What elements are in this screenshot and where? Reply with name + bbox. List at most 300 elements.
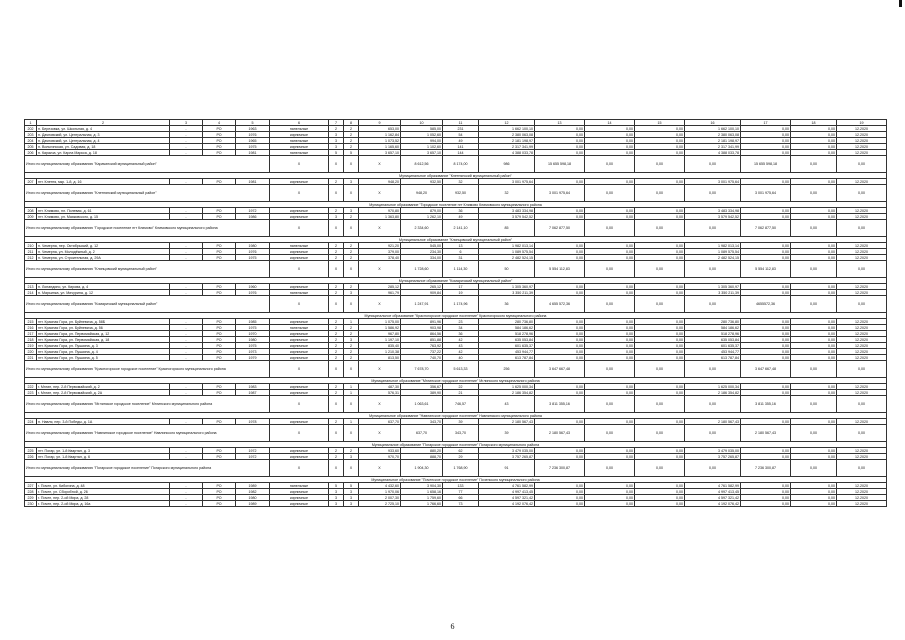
subtotal-cell: X [329,425,344,442]
table-cell: 970,70 [359,454,401,460]
column-number-cell: 3 [170,120,203,126]
column-number-cell: 5 [236,120,270,126]
table-cell: 2 [344,138,359,144]
table-cell: 2 [344,448,359,454]
subtotal-cell: 50 [479,261,535,278]
subtotal-label: Итого по муниципальному образованию "Клинцовский муниципальный район" [25,261,270,278]
table-cell: 215 [25,319,37,325]
table-cell: 40 [443,355,479,361]
table-cell: 0,00 [791,325,837,331]
table-cell: 1979 [236,355,270,361]
table-cell: 0,00 [741,448,791,454]
table-cell: 36 [443,331,479,337]
table-cell: 1975 [236,255,270,261]
table-cell: 12.2020 [837,390,887,396]
table-cell: 204 [25,138,37,144]
table-cell: 3 483 334,98 [479,208,535,214]
table-cell: 0,00 [741,255,791,261]
subtotal-label: Итого по муниципальному образованию "Красногорское городское поселение" Красногорского муниципального района [25,361,270,378]
table-cell: 1975 [236,343,270,349]
subtotal-cell: 7 062 877,50 [535,220,585,237]
table-cell: 3 479 035,00 [479,448,535,454]
table-cell: 2 482 524,15 [685,255,741,261]
subtotal-cell: 746,57 [443,396,479,413]
column-number-cell: 15 [635,120,685,126]
table-cell: 3 [344,501,359,507]
subtotal-cell: X [359,261,401,278]
table-cell: 43 [443,343,479,349]
table-cell: 205 [25,144,37,150]
table-cell: 0,00 [791,501,837,507]
table-cell: 0,00 [791,144,837,150]
table-cell: 2 [329,284,344,290]
table-cell: 0,00 [585,214,635,220]
table-cell: 0,00 [635,390,685,396]
table-cell: кирпичные [270,448,329,454]
subtotal-cell: 0,00 [585,296,635,313]
table-cell: 0,00 [635,349,685,355]
table-cell: 2 [344,249,359,255]
column-number-cell: 10 [401,120,443,126]
table-cell: 1 262,10 [401,214,443,220]
table-cell: 0,00 [585,489,635,495]
table-cell: 12.2020 [837,419,887,425]
table-cell: 3 657,10 [401,150,443,156]
table-cell: 2 [344,132,359,138]
table-cell: 0,00 [791,126,837,132]
table-cell: 1965 [236,138,270,144]
subtotal-cell: X [329,261,344,278]
table-cell: - [170,419,203,425]
table-cell: 961,79 [359,290,401,296]
table-cell: п. Дачновский, ул. Центральная, д. 3 [37,132,170,138]
subtotal-row [25,460,887,477]
table-cell: 0,00 [635,384,685,390]
table-cell: 42 [443,337,479,343]
table-cell: кирпичные [270,284,329,290]
table-cell: 1 089 575,54 [479,249,535,255]
table-cell: панельные [270,243,329,249]
table-cell: 2 [344,331,359,337]
table-cell: 0,00 [741,138,791,144]
subtotal-cell: 256 [479,361,535,378]
table-cell: 0,00 [585,337,635,343]
table-cell: 0,00 [635,419,685,425]
table-cell: 2 [329,290,344,296]
subtotal-cell: X [270,460,329,477]
table-cell: 1960 [236,284,270,290]
table-cell: 0,00 [635,284,685,290]
subtotal-cell: 0,00 [585,361,635,378]
subtotal-label: Итого по муниципальному образованию "Городское поселение пгт Климово" Климовского муниципального района [25,220,270,237]
table-cell: 389,90 [401,390,443,396]
table-cell: 0,00 [791,132,837,138]
subtotal-cell: 1 728,60 [401,261,443,278]
table-cell: РО [203,495,236,501]
table-cell: 453 944,77 [685,349,741,355]
table-cell: 3 [344,489,359,495]
table-cell: - [170,331,203,337]
table-cell: 1972 [236,448,270,454]
table-cell: 0,00 [741,249,791,255]
table-cell: 217 [25,331,37,337]
table-cell: 3 579 542,52 [685,214,741,220]
table-cell: РО [203,249,236,255]
table-cell: 1 625 000,34 [479,384,535,390]
table-cell: 5 [344,150,359,156]
table-cell: 12.2020 [837,343,887,349]
subtotal-cell: X [344,396,359,413]
table-cell: 0,00 [585,419,635,425]
table-cell: 0,00 [585,349,635,355]
table-cell: 0,00 [635,255,685,261]
table-cell: 2 [329,419,344,425]
subtotal-cell: 85 [479,220,535,237]
subtotal-cell: 0,00 [837,156,887,173]
table-cell: 2 [329,337,344,343]
table-cell: кирпичные [270,495,329,501]
subtotal-cell: 0,00 [635,396,685,413]
table-cell: 0,00 [791,349,837,355]
subtotal-cell: 0,00 [635,361,685,378]
table-cell: 0,00 [791,179,837,185]
table-cell: г. Почеп, пер. 2-ой Мира, д. 16а [37,501,170,507]
column-number-cell: 19 [837,120,887,126]
table-cell: РО [203,448,236,454]
table-cell: 0,00 [535,355,585,361]
table-cell: 0,00 [535,208,585,214]
table-cell: 1989 [236,483,270,489]
subtotal-cell: X [359,425,401,442]
subtotal-cell: 343,70 [443,425,479,442]
subtotal-cell: X [344,220,359,237]
table-cell: - [170,355,203,361]
subtotal-cell: 7 062 877,50 [741,220,791,237]
table-cell: РО [203,483,236,489]
table-cell: - [170,343,203,349]
subtotal-cell: 15 655 598,18 [535,156,585,173]
table-cell: 0,00 [585,355,635,361]
table-cell: 211 [25,249,37,255]
table-cell: кирпичные [270,349,329,355]
table-cell: 0,00 [585,501,635,507]
subtotal-cell: 637,70 [401,425,443,442]
subtotal-cell: 0,00 [837,261,887,278]
table-cell: 1 766,60 [401,501,443,507]
subtotal-cell: X [329,460,344,477]
subtotal-cell: 0,00 [837,460,887,477]
table-cell: 280 736,80 [479,319,535,325]
subtotal-cell: 0,00 [791,460,837,477]
table-cell: 0,00 [741,290,791,296]
table-cell: кирпичные [270,343,329,349]
subtotal-cell: 4 655 572,36 [535,296,585,313]
subtotal-cell: 0,00 [791,396,837,413]
table-cell: 12.2020 [837,495,887,501]
table-cell: 0,00 [635,249,685,255]
subtotal-cell: 0,00 [685,396,741,413]
table-cell: 0,00 [791,249,837,255]
table-cell: 12.2020 [837,243,887,249]
table-cell: 2 482 524,15 [479,255,535,261]
table-cell: 12.2020 [837,483,887,489]
table-cell: 73 [443,501,479,507]
table-cell: 1980 [236,337,270,343]
table-cell: 2 [344,355,359,361]
subtotal-cell: X [344,156,359,173]
table-cell: 4 192 076,42 [685,501,741,507]
table-cell: 0,00 [535,390,585,396]
table-cell: 212 [25,255,37,261]
table-cell: 0,00 [791,355,837,361]
table-cell: 0,00 [635,325,685,331]
table-cell: 0,00 [741,179,791,185]
table-cell: 1981 [236,150,270,156]
table-cell: кирпичные [270,337,329,343]
subtotal-cell: 932,50 [443,185,479,202]
table-cell: 0,00 [741,144,791,150]
subtotal-cell: X [359,396,401,413]
table-cell: 208 [25,208,37,214]
table-cell: 0,00 [585,483,635,489]
table-cell: 225 [25,448,37,454]
table-cell: 545,00 [401,243,443,249]
table-cell: 0,00 [535,144,585,150]
column-number-cell: 13 [535,120,585,126]
table-cell: 0,00 [635,483,685,489]
table-cell: 0,00 [535,349,585,355]
table-cell: 637,70 [359,419,401,425]
subtotal-label: Итого по муниципальному образованию "Навлинское городское поселение" Навлинского муниципального района [25,425,270,442]
table-cell: 1 658,16 [401,489,443,495]
table-cell: кирпичные [270,331,329,337]
table-cell: 0,00 [535,331,585,337]
table-cell: РО [203,501,236,507]
subtotal-cell: X [270,396,329,413]
table-cell: 2 186 354,82 [479,390,535,396]
table-cell: 0,00 [535,132,585,138]
table-cell: 49 [443,214,479,220]
table-cell: 0,00 [585,343,635,349]
table-cell: 903,98 [401,325,443,331]
subtotal-cell: 0,00 [585,396,635,413]
table-cell: 891,96 [401,319,443,325]
subtotal-cell: 0,00 [791,296,837,313]
table-cell: панельные [270,126,329,132]
table-cell: РО [203,208,236,214]
table-cell: 0,00 [635,448,685,454]
subtotal-row [25,185,887,202]
table-cell: 0,00 [535,126,585,132]
table-cell: 23 [443,319,479,325]
section-title: Муниципальное образование "Мглинское городское поселение" Мглинского муниципального района [25,378,887,384]
table-cell: 3 [329,138,344,144]
subtotal-row [25,361,887,378]
table-cell: 613 787,84 [685,355,741,361]
table-cell: пгт. Климово, ул. Маяковского, д. 15 [37,214,170,220]
table-cell: 0,00 [535,249,585,255]
table-cell: 0,00 [741,349,791,355]
table-cell: 0,00 [535,243,585,249]
table-cell: 0,00 [635,214,685,220]
table-cell: РО [203,126,236,132]
subtotal-cell: 0,00 [635,156,685,173]
table-cell: 1986 [236,214,270,220]
table-cell: РО [203,319,236,325]
subtotal-cell: 0,00 [585,185,635,202]
subtotal-cell: 2 141,10 [443,220,479,237]
table-cell: 2 181 198,97 [685,138,741,144]
table-cell: 0,00 [791,214,837,220]
table-cell: панельные [270,138,329,144]
table-cell: пгт. Красная Гора, ул. Пушкина, д. 4 [37,349,170,355]
table-cell: 0,00 [535,495,585,501]
subtotal-cell: X [329,220,344,237]
table-cell: пгт. Красная Гора, ул. Пушкина, д. 5 [37,355,170,361]
table-cell: 1982 [236,489,270,495]
table-cell: 12.2020 [837,150,887,156]
table-cell: п. Навля, пер. 3-й Победы, д. 1А [37,419,170,425]
table-cell: 2 [344,325,359,331]
table-cell: п. Вольгинская, ул. Садовая, д. 18 [37,144,170,150]
table-cell: 3 579 542,52 [479,214,535,220]
table-cell: 967,80 [359,331,401,337]
table-cell: г. Мглин, пер. 2-й Первомайский, д. 2 [37,384,170,390]
table-cell: 6 [443,249,479,255]
table-cell: 378,40 [359,255,401,261]
table-cell: 22 [443,384,479,390]
subtotal-cell: 0,00 [791,361,837,378]
subtotal-cell: 5 554 112,83 [741,261,791,278]
table-cell: 584 186,62 [479,325,535,331]
table-cell: 133 [443,483,479,489]
table-cell: 0,00 [585,448,635,454]
table-cell: 0,00 [791,150,837,156]
table-cell: 5 [344,483,359,489]
table-cell: 0,00 [635,495,685,501]
table-cell: 230 [25,501,37,507]
table-cell: 2 725,10 [359,501,401,507]
table-cell: 2 [329,208,344,214]
table-cell: 1976 [236,249,270,255]
table-cell: 1 089 575,54 [685,249,741,255]
table-cell: пгт. Погар, ул. 1-й Квартал, д. 3 [37,448,170,454]
table-cell: 0,00 [535,483,585,489]
table-cell: 2 380 063,08 [685,132,741,138]
table-cell: 12.2020 [837,349,887,355]
subtotal-cell: 0,00 [685,425,741,442]
table-cell: 31 [443,255,479,261]
table-cell: пгт. Погар, ул. 1-й Квартал, д. 6 [37,454,170,460]
table-cell: - [170,349,203,355]
table-cell: 0,00 [635,331,685,337]
column-number-cell: 6 [270,120,329,126]
table-cell: 224 [25,419,37,425]
subtotal-cell: X [329,156,344,173]
subtotal-cell: 7 678,70 [401,361,443,378]
subtotal-cell: 0,00 [585,425,635,442]
table-cell: пгт. Красная Гора, ул. Пушкина, д. 3 [37,343,170,349]
table-cell: 0,00 [791,290,837,296]
table-cell: кирпичные [270,454,329,460]
table-cell: 228 [25,489,37,495]
column-number-cell: 2 [37,120,170,126]
subtotal-cell: 0,00 [585,460,635,477]
table-cell: 3 [329,501,344,507]
table-cell: 2 [329,255,344,261]
table-cell: 518 278,96 [479,331,535,337]
subtotal-cell: 0,00 [685,361,741,378]
subtotal-cell: 0,00 [685,261,741,278]
table-row [25,501,887,507]
table-cell: 66 [443,495,479,501]
subtotal-cell: 0,00 [837,296,887,313]
table-cell: 1973 [236,349,270,355]
section-title: Муниципальное образование "Клинцовский муниципальный район" [25,237,887,243]
table-cell: 1976 [236,290,270,296]
subtotal-cell: 0,00 [685,156,741,173]
table-cell: 0,00 [535,255,585,261]
subtotal-cell: 0,00 [685,296,741,313]
subtotal-cell: 15 655 598,18 [741,156,791,173]
table-cell: 0,00 [741,243,791,249]
table-cell: 226 [25,454,37,460]
section-title: Муниципальное образование "Городское поселение пгт Климово Климовского муниципального района [25,202,887,208]
table-cell: 0,00 [791,208,837,214]
column-number-cell: 12 [479,120,535,126]
table-cell: 0,00 [585,284,635,290]
subtotal-row [25,156,887,173]
table-cell: 2 [344,214,359,220]
table-cell: 12.2020 [837,448,887,454]
subtotal-cell: 5 613,33 [443,361,479,378]
table-cell: 1 625 000,34 [685,384,741,390]
table-cell: РО [203,138,236,144]
table-cell: 0,00 [741,419,791,425]
table-cell: 487,30 [359,384,401,390]
table-cell: 0,00 [741,390,791,396]
table-cell: 209 [25,214,37,220]
table-cell: 12.2020 [837,214,887,220]
table-cell: пгт. Климово, пл. Полевая, д. 61 [37,208,170,214]
table-cell: - [170,150,203,156]
subtotal-cell: 0,00 [685,460,741,477]
subtotal-cell: 8 174,00 [443,156,479,173]
table-cell: 0,00 [535,448,585,454]
subtotal-cell: 5 554 112,83 [535,261,585,278]
table-cell: - [170,390,203,396]
table-cell: 2 180 567,43 [479,419,535,425]
table-cell: 3 [344,290,359,296]
subtotal-cell: X [344,460,359,477]
table-cell: 948,20 [359,179,401,185]
subtotal-cell: 3 811 355,16 [535,396,585,413]
table-cell: 12.2020 [837,325,887,331]
subtotal-row [25,220,887,237]
table-cell: 3 657,10 [359,150,401,156]
subtotal-cell: X [359,296,401,313]
housing-register-table [24,119,887,507]
table-cell: 0,00 [585,390,635,396]
table-cell: 285,12 [359,284,401,290]
table-cell: 12.2020 [837,489,887,495]
table-cell: 0,00 [585,325,635,331]
table-cell: кирпичные [270,249,329,255]
table-cell: 4 192 076,42 [479,501,535,507]
table-cell: 0,00 [535,343,585,349]
table-cell: кирпичные [270,214,329,220]
table-cell: г. Почеп, ул. Кибогина, д. 48 [37,483,170,489]
